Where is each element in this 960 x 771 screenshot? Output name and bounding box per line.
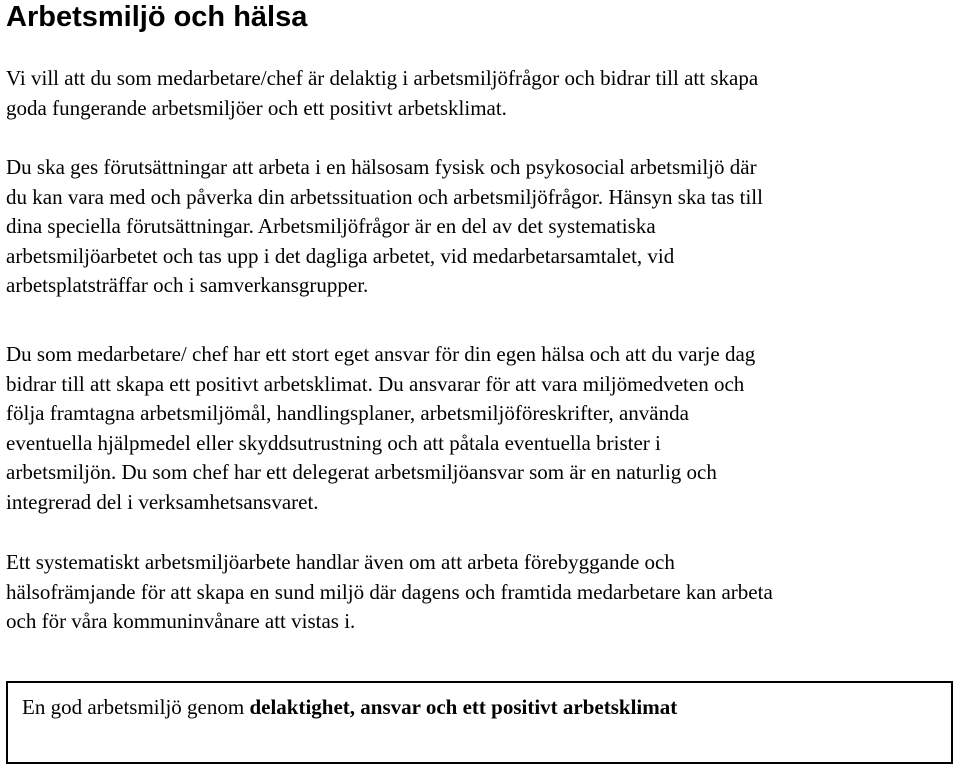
page-title: Arbetsmiljö och hälsa xyxy=(6,1,308,33)
paragraph-line: du kan vara med och påverka din arbetssituation och arbetsmiljöfrågor. Hänsyn ska tas till xyxy=(6,184,763,209)
paragraph-line: arbetsmiljön. Du som chef har ett delegerat arbetsmiljöansvar som är en naturlig och xyxy=(6,460,717,485)
paragraph-line: Du som medarbetare/ chef har ett stort eget ansvar för din egen hälsa och att du varje dag xyxy=(6,342,756,366)
paragraph-systematic-work xyxy=(6,548,958,637)
paragraph-line: hälsofrämjande för att skapa en sund miljö där dagens och framtida medarbetare kan arbeta xyxy=(6,579,773,604)
callout-emphasis: delaktighet, ansvar och ett positivt arbetsklimat xyxy=(249,695,678,719)
paragraph-line: integrerad del i verksamhetsansvaret. xyxy=(6,489,319,514)
paragraph-responsibility xyxy=(6,340,958,518)
paragraph-line: följa framtagna arbetsmiljömål, handlingsplaner, arbetsmiljöföreskrifter, använda xyxy=(6,401,689,426)
paragraph-line: dina speciella förutsättningar. Arbetsmiljöfrågor är en del av det systematiska xyxy=(6,214,656,239)
paragraph-line: Ett systematiskt arbetsmiljöarbete handlar även om att arbeta förebyggande och xyxy=(6,550,675,574)
callout-text xyxy=(22,693,677,722)
callout-box xyxy=(6,681,953,764)
paragraph-line: Vi vill att du som medarbetare/chef är delaktig i arbetsmiljöfrågor och bidrar till att skapa xyxy=(6,66,759,90)
paragraph-line: eventuella hjälpmedel eller skyddsutrustning och att påtala eventuella brister i xyxy=(6,430,661,455)
paragraph-line: arbetsplatsträffar och i samverkansgrupper. xyxy=(6,273,369,298)
paragraph-line: bidrar till att skapa ett positivt arbetsklimat. Du ansvarar för att vara miljömedveten och xyxy=(6,371,745,396)
paragraph-conditions xyxy=(6,153,958,301)
paragraph-line: och för våra kommuninvånare att vistas i. xyxy=(6,609,356,634)
callout-prefix: En god arbetsmiljö genom xyxy=(22,695,250,719)
paragraph-line: arbetsmiljöarbetet och tas upp i det dagliga arbetet, vid medarbetarsamtalet, vid xyxy=(6,243,675,268)
paragraph-line: Du ska ges förutsättningar att arbeta i en hälsosam fysisk och psykosocial arbetsmiljö där xyxy=(6,155,757,179)
paragraph-intro xyxy=(6,64,958,123)
paragraph-line: goda fungerande arbetsmiljöer och ett positivt arbetsklimat. xyxy=(6,95,507,120)
